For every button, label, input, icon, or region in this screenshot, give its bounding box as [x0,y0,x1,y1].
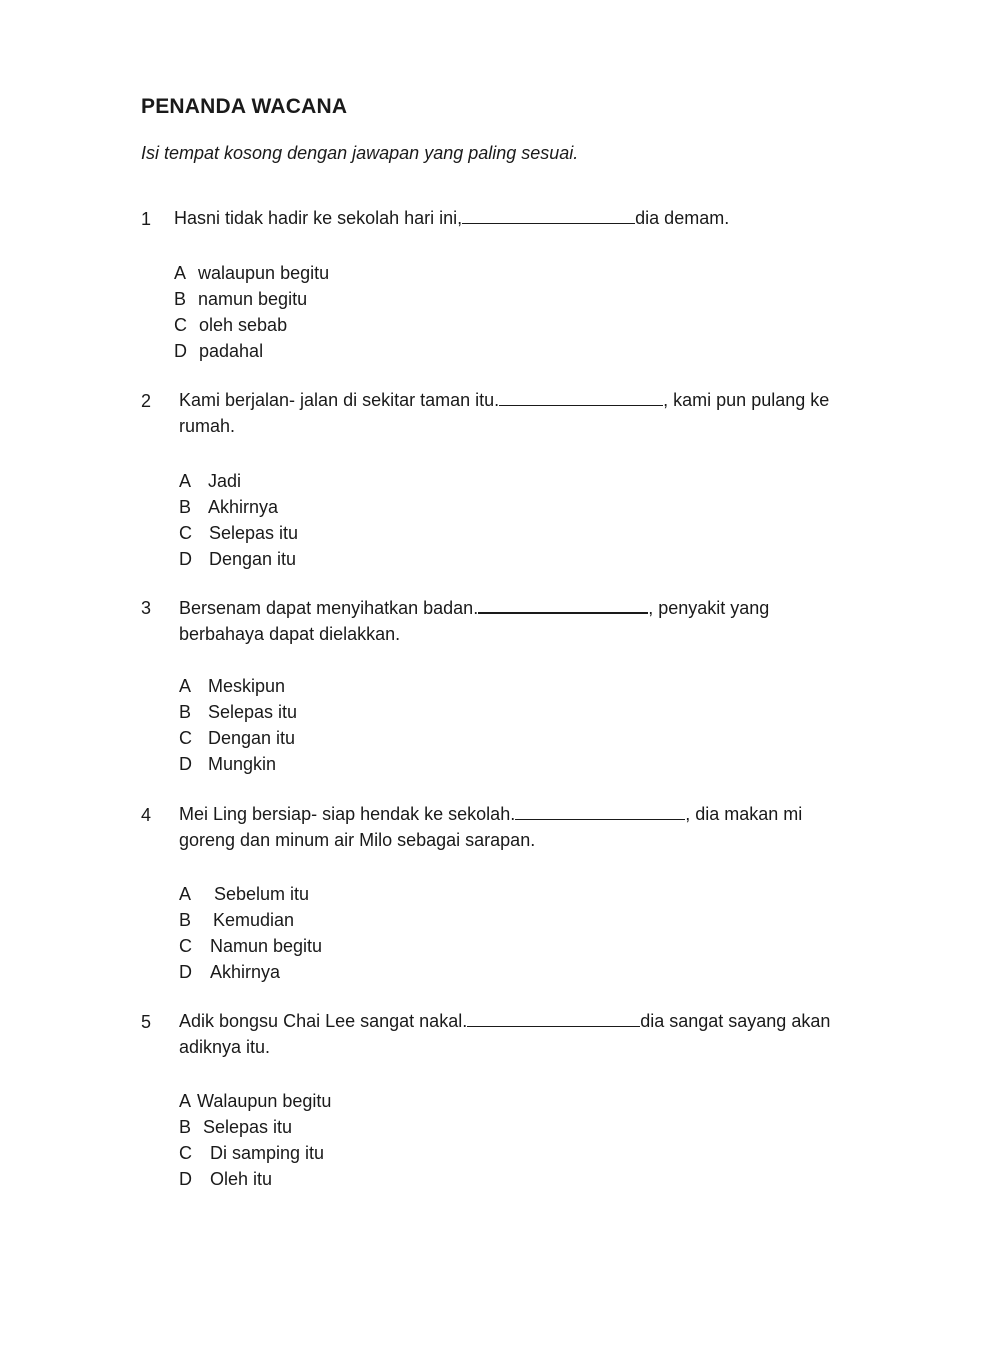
option-c[interactable] [174,312,329,338]
question-text-after: , kami pun pulang ke rumah. [179,390,830,436]
option-text: Selepas itu [208,702,298,722]
option-text: Sebelum itu [214,884,310,904]
question-text-before: Mei Ling bersiap- siap hendak ke sekolah. [179,804,516,824]
option-text: Akhirnya [210,962,281,982]
option-text: Selepas itu [209,523,299,543]
option-text: namun begitu [198,289,308,309]
question-number: 4 [141,805,152,825]
option-text: Di samping itu [210,1143,325,1163]
option-b[interactable] [179,699,297,725]
option-text: padahal [199,341,264,361]
option-letter: D [179,754,192,774]
option-letter: C [179,936,192,956]
question-text-after: , dia makan mi goreng dan minum air Milo sebagai sarapan. [179,804,803,850]
answer-blank[interactable] [515,801,685,820]
option-text: Jadi [208,471,242,491]
question-text [179,801,859,853]
answer-blank[interactable] [467,1008,640,1027]
option-b[interactable] [179,494,298,520]
question-number: 5 [141,1012,152,1032]
option-d[interactable] [179,959,322,985]
question-number: 1 [141,209,152,229]
option-d[interactable] [179,546,298,572]
instruction-text: Isi tempat kosong dengan jawapan yang paling sesuai. [141,143,579,163]
question-text [174,205,854,231]
option-text: Akhirnya [208,497,279,517]
option-c[interactable] [179,1140,331,1166]
option-letter: A [174,263,187,283]
option-a[interactable] [179,673,297,699]
option-list [174,260,329,364]
option-letter: D [179,1169,192,1189]
question-text-after: dia demam. [635,208,730,228]
option-letter: A [179,1091,192,1111]
option-b[interactable] [179,1114,331,1140]
option-d[interactable] [179,751,297,777]
option-text: Namun begitu [210,936,323,956]
option-a[interactable] [179,468,298,494]
option-text: Selepas itu [203,1117,293,1137]
answer-blank[interactable] [462,205,635,224]
option-letter: C [179,728,192,748]
question-text [179,594,859,647]
option-b[interactable] [179,907,322,933]
option-letter: A [179,884,192,904]
question-number: 3 [141,598,152,618]
question-text [179,387,859,439]
option-letter: B [179,910,192,930]
option-a[interactable] [179,881,322,907]
option-a[interactable] [179,1088,331,1114]
option-d[interactable] [174,338,329,364]
option-c[interactable] [179,933,322,959]
worksheet-title: PENANDA WACANA [141,95,348,118]
question-text-after: , penyakit yang berbahaya dapat dielakkan. [179,598,770,644]
option-letter: B [179,497,192,517]
answer-blank[interactable] [478,594,648,614]
option-letter: D [174,341,187,361]
option-list [179,1088,331,1192]
option-list [179,881,322,985]
option-c[interactable] [179,725,297,751]
option-text: walaupun begitu [198,263,330,283]
option-text: Oleh itu [210,1169,273,1189]
option-letter: B [174,289,187,309]
question-text-before: Adik bongsu Chai Lee sangat nakal. [179,1011,468,1031]
option-text: Mungkin [208,754,277,774]
question-text-before: Kami berjalan- jalan di sekitar taman itu. [179,390,500,410]
option-letter: D [179,549,192,569]
question-text [179,1008,859,1060]
option-d[interactable] [179,1166,331,1192]
answer-blank[interactable] [499,387,663,406]
question-text-before: Hasni tidak hadir ke sekolah hari ini, [174,208,463,228]
option-letter: B [179,1117,192,1137]
option-text: Kemudian [213,910,295,930]
option-letter: C [179,1143,192,1163]
option-letter: C [179,523,192,543]
option-list [179,468,298,572]
option-letter: A [179,676,192,696]
option-text: Dengan itu [208,728,296,748]
question-text-after: dia sangat sayang akan adiknya itu. [179,1011,831,1057]
option-letter: B [179,702,192,722]
question-text-before: Bersenam dapat menyihatkan badan. [179,598,479,618]
option-b[interactable] [174,286,329,312]
option-letter: C [174,315,187,335]
option-c[interactable] [179,520,298,546]
option-text: Meskipun [208,676,286,696]
option-letter: D [179,962,192,982]
question-number: 2 [141,391,152,411]
option-a[interactable] [174,260,329,286]
option-letter: A [179,471,192,491]
option-list [179,673,297,777]
option-text: Dengan itu [209,549,297,569]
option-text: Walaupun begitu [197,1091,332,1111]
option-text: oleh sebab [199,315,288,335]
